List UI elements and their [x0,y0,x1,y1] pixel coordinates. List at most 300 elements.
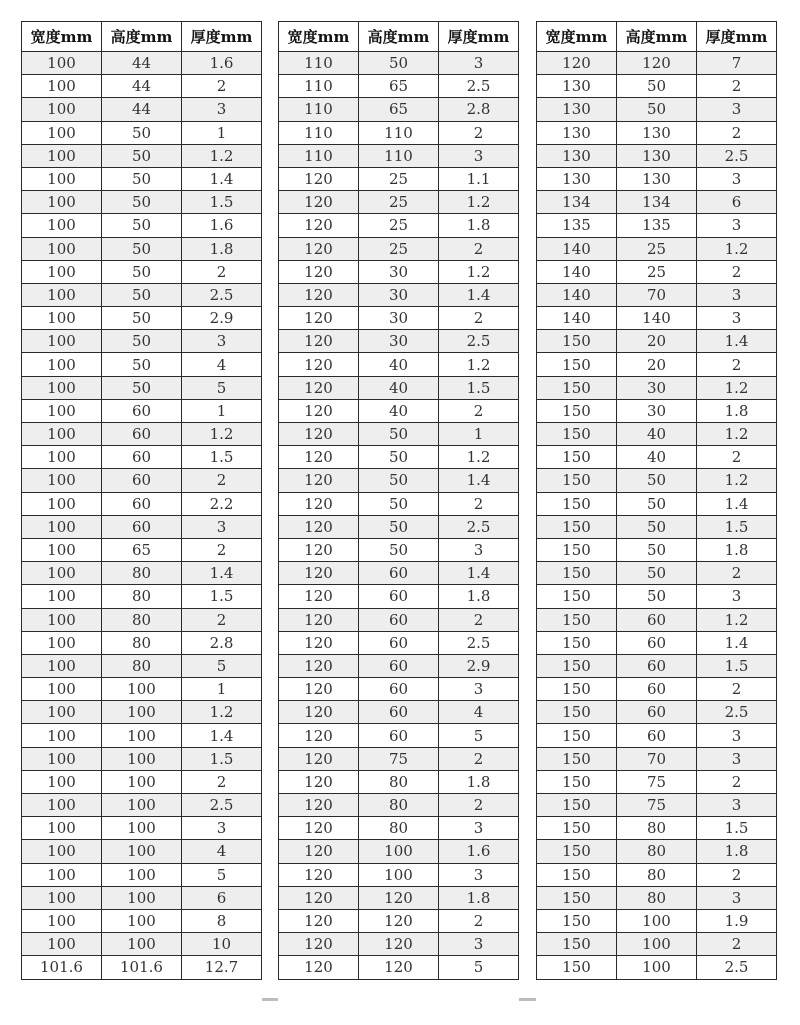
cell-width: 100 [22,469,102,492]
table-row [537,794,777,817]
table-row [537,515,777,538]
cell-thickness: 1.2 [182,701,262,724]
cell-thickness: 1 [182,399,262,422]
cell-height: 50 [359,515,439,538]
cell-thickness: 4 [182,840,262,863]
cell-thickness: 10 [182,933,262,956]
cell-thickness: 2.5 [697,144,777,167]
table-row [537,75,777,98]
cell-width: 110 [279,98,359,121]
cell-height: 100 [102,770,182,793]
table-row [22,191,262,214]
cell-thickness: 1.2 [439,446,519,469]
cell-thickness: 2 [439,492,519,515]
cell-height: 134 [617,191,697,214]
cell-height: 120 [617,52,697,75]
cell-thickness: 4 [182,353,262,376]
table-row [22,376,262,399]
table-row [537,747,777,770]
cell-height: 120 [359,933,439,956]
cell-width: 150 [537,492,617,515]
cell-thickness: 1.2 [697,469,777,492]
cell-thickness: 6 [697,191,777,214]
table-row [22,446,262,469]
cell-width: 120 [279,631,359,654]
cell-height: 50 [617,538,697,561]
cell-height: 130 [617,144,697,167]
cell-height: 100 [359,840,439,863]
cell-height: 100 [102,794,182,817]
cell-height: 50 [359,469,439,492]
cell-width: 100 [22,654,102,677]
cell-height: 101.6 [102,956,182,979]
cell-height: 110 [359,144,439,167]
cell-width: 120 [279,307,359,330]
cell-thickness: 1.4 [439,469,519,492]
table-row [279,817,519,840]
table-row [279,770,519,793]
cell-width: 100 [22,98,102,121]
cell-width: 101.6 [22,956,102,979]
table-row [279,909,519,932]
table-row [279,585,519,608]
cell-width: 120 [279,260,359,283]
cell-thickness: 3 [439,933,519,956]
cell-height: 60 [359,654,439,677]
cell-height: 135 [617,214,697,237]
cell-thickness: 2 [182,608,262,631]
cell-height: 75 [359,747,439,770]
cell-width: 150 [537,538,617,561]
cell-width: 120 [279,701,359,724]
table-row [22,933,262,956]
cell-height: 50 [359,52,439,75]
cell-height: 60 [359,608,439,631]
cell-height: 25 [359,237,439,260]
table-row [279,724,519,747]
table-row [537,353,777,376]
cell-thickness: 1 [182,678,262,701]
cell-width: 130 [537,167,617,190]
header-thickness: 厚度mm [697,22,777,52]
cell-width: 150 [537,863,617,886]
table-row [22,423,262,446]
cell-thickness: 1.8 [697,399,777,422]
table-row [537,237,777,260]
cell-width: 100 [22,840,102,863]
cell-thickness: 3 [697,724,777,747]
cell-width: 150 [537,654,617,677]
table-row [279,52,519,75]
size-table-3 [536,21,777,980]
table-row [279,75,519,98]
table-row [22,654,262,677]
cell-width: 120 [279,492,359,515]
cell-width: 100 [22,399,102,422]
table-row [22,817,262,840]
cell-height: 60 [617,701,697,724]
cell-thickness: 1.5 [182,446,262,469]
cell-height: 60 [102,492,182,515]
cell-width: 100 [22,515,102,538]
table-row [537,678,777,701]
cell-height: 60 [102,446,182,469]
table-row [537,701,777,724]
cell-width: 120 [279,376,359,399]
cell-height: 50 [102,376,182,399]
cell-height: 50 [617,98,697,121]
cell-width: 120 [279,353,359,376]
cell-height: 40 [359,353,439,376]
table-row [537,423,777,446]
cell-height: 100 [102,678,182,701]
cell-height: 60 [359,585,439,608]
table-row [537,933,777,956]
table-row [279,167,519,190]
table-row [279,678,519,701]
cell-thickness: 1.4 [697,631,777,654]
cell-thickness: 1.5 [697,654,777,677]
cell-width: 135 [537,214,617,237]
cell-thickness: 1.5 [182,747,262,770]
table-row [22,260,262,283]
table-gap-divider [519,998,536,1001]
table-row [279,446,519,469]
cell-height: 130 [617,167,697,190]
cell-height: 60 [617,678,697,701]
table-row [537,144,777,167]
cell-thickness: 1.4 [182,724,262,747]
table-row [22,886,262,909]
cell-width: 100 [22,121,102,144]
table-row [279,98,519,121]
cell-thickness: 5 [182,654,262,677]
cell-thickness: 3 [439,863,519,886]
cell-width: 120 [279,794,359,817]
table-row [537,608,777,631]
cell-thickness: 3 [697,167,777,190]
cell-width: 150 [537,909,617,932]
cell-width: 120 [279,237,359,260]
cell-thickness: 2.5 [182,283,262,306]
cell-thickness: 1 [439,423,519,446]
cell-height: 50 [102,214,182,237]
cell-thickness: 2 [439,399,519,422]
table-row [22,214,262,237]
cell-thickness: 2 [439,909,519,932]
cell-height: 25 [359,214,439,237]
cell-height: 75 [617,770,697,793]
cell-thickness: 1.4 [439,283,519,306]
cell-height: 100 [102,747,182,770]
cell-width: 100 [22,747,102,770]
cell-height: 30 [359,307,439,330]
cell-height: 65 [102,538,182,561]
cell-width: 150 [537,817,617,840]
cell-width: 150 [537,515,617,538]
cell-width: 150 [537,701,617,724]
cell-height: 25 [359,191,439,214]
cell-height: 120 [359,956,439,979]
cell-height: 40 [359,399,439,422]
cell-width: 150 [537,446,617,469]
cell-thickness: 1 [182,121,262,144]
table-row [537,886,777,909]
cell-thickness: 3 [697,98,777,121]
header-width: 宽度mm [537,22,617,52]
cell-width: 150 [537,376,617,399]
cell-height: 80 [359,770,439,793]
cell-height: 25 [359,167,439,190]
table-row [279,562,519,585]
table-row [22,747,262,770]
header-width: 宽度mm [22,22,102,52]
cell-thickness: 2 [182,770,262,793]
cell-width: 130 [537,75,617,98]
cell-thickness: 3 [439,538,519,561]
cell-width: 150 [537,840,617,863]
table-row [537,121,777,144]
cell-thickness: 5 [439,724,519,747]
cell-width: 100 [22,52,102,75]
cell-thickness: 1.4 [697,330,777,353]
table-gap-divider [262,998,278,1001]
cell-width: 120 [279,956,359,979]
cell-thickness: 1.8 [697,840,777,863]
table-row [22,585,262,608]
cell-height: 44 [102,75,182,98]
cell-width: 100 [22,886,102,909]
cell-thickness: 2 [697,75,777,98]
cell-width: 150 [537,956,617,979]
cell-thickness: 2.5 [439,631,519,654]
cell-width: 120 [279,283,359,306]
cell-height: 75 [617,794,697,817]
table-row [22,75,262,98]
cell-thickness: 3 [697,214,777,237]
cell-thickness: 8 [182,909,262,932]
cell-height: 80 [617,863,697,886]
cell-thickness: 2.5 [697,956,777,979]
cell-width: 110 [279,144,359,167]
cell-thickness: 1.8 [439,585,519,608]
cell-height: 100 [102,701,182,724]
cell-width: 120 [279,863,359,886]
cell-width: 130 [537,121,617,144]
cell-thickness: 2 [439,794,519,817]
cell-width: 100 [22,933,102,956]
table-row [22,678,262,701]
cell-height: 30 [617,399,697,422]
table-row [279,863,519,886]
cell-thickness: 2 [697,446,777,469]
table-row [279,260,519,283]
table-row [22,353,262,376]
cell-height: 50 [102,167,182,190]
cell-thickness: 2.8 [439,98,519,121]
cell-thickness: 1.5 [182,191,262,214]
cell-height: 60 [102,423,182,446]
size-table-1 [21,21,262,980]
cell-width: 120 [537,52,617,75]
cell-height: 50 [359,423,439,446]
cell-thickness: 1.4 [439,562,519,585]
cell-thickness: 3 [439,678,519,701]
cell-height: 25 [617,260,697,283]
cell-thickness: 2 [697,260,777,283]
cell-width: 150 [537,933,617,956]
cell-height: 60 [617,724,697,747]
cell-height: 50 [102,121,182,144]
cell-thickness: 2.9 [439,654,519,677]
cell-width: 120 [279,724,359,747]
cell-height: 50 [102,353,182,376]
table-row [279,330,519,353]
cell-width: 150 [537,562,617,585]
cell-width: 120 [279,886,359,909]
cell-width: 150 [537,724,617,747]
cell-height: 60 [617,654,697,677]
table-row [537,191,777,214]
cell-height: 20 [617,353,697,376]
cell-width: 120 [279,191,359,214]
cell-height: 140 [617,307,697,330]
table-row [22,121,262,144]
cell-thickness: 2 [439,608,519,631]
cell-width: 130 [537,98,617,121]
cell-thickness: 1.2 [439,260,519,283]
cell-thickness: 2 [439,307,519,330]
header-thickness: 厚度mm [182,22,262,52]
table-row [537,52,777,75]
cell-thickness: 1.2 [182,423,262,446]
cell-thickness: 1.2 [439,191,519,214]
table-row [537,98,777,121]
cell-thickness: 3 [182,817,262,840]
table-row [22,237,262,260]
cell-width: 140 [537,237,617,260]
cell-thickness: 2.5 [439,515,519,538]
cell-thickness: 2 [697,863,777,886]
cell-width: 150 [537,678,617,701]
cell-width: 100 [22,330,102,353]
header-height: 高度mm [102,22,182,52]
cell-height: 50 [617,492,697,515]
cell-thickness: 2 [439,237,519,260]
table-row [537,214,777,237]
table-row [537,376,777,399]
cell-height: 65 [359,98,439,121]
cell-width: 100 [22,701,102,724]
table-row [22,167,262,190]
cell-thickness: 1.2 [697,608,777,631]
cell-width: 150 [537,747,617,770]
cell-thickness: 1.8 [439,214,519,237]
cell-thickness: 1.8 [439,770,519,793]
cell-thickness: 3 [697,307,777,330]
cell-width: 100 [22,492,102,515]
cell-height: 80 [102,631,182,654]
cell-thickness: 2 [697,121,777,144]
cell-height: 80 [359,817,439,840]
cell-thickness: 3 [182,98,262,121]
table-row [537,492,777,515]
cell-width: 120 [279,446,359,469]
cell-height: 30 [359,260,439,283]
cell-width: 120 [279,538,359,561]
cell-height: 44 [102,52,182,75]
cell-height: 50 [359,446,439,469]
cell-thickness: 1.2 [182,144,262,167]
cell-width: 120 [279,214,359,237]
cell-thickness: 3 [697,886,777,909]
table-row [537,909,777,932]
cell-width: 100 [22,307,102,330]
cell-height: 50 [102,307,182,330]
cell-height: 50 [102,237,182,260]
table-row [537,399,777,422]
table-row [279,631,519,654]
table-row [279,191,519,214]
table-row [537,585,777,608]
cell-height: 30 [359,330,439,353]
cell-width: 150 [537,886,617,909]
table-row [537,167,777,190]
table-row [22,144,262,167]
cell-width: 100 [22,863,102,886]
table-row [279,423,519,446]
cell-width: 120 [279,423,359,446]
cell-width: 100 [22,562,102,585]
header-thickness: 厚度mm [439,22,519,52]
cell-width: 120 [279,840,359,863]
cell-height: 80 [102,654,182,677]
table-row [279,399,519,422]
cell-thickness: 2.5 [697,701,777,724]
cell-thickness: 2.5 [439,75,519,98]
cell-width: 100 [22,446,102,469]
cell-height: 30 [617,376,697,399]
cell-width: 120 [279,399,359,422]
table-row [22,631,262,654]
table-row [22,515,262,538]
cell-width: 134 [537,191,617,214]
table-row [22,98,262,121]
table-row [22,52,262,75]
cell-height: 100 [102,886,182,909]
cell-width: 120 [279,469,359,492]
table-row [22,840,262,863]
cell-thickness: 5 [182,863,262,886]
table-row [537,283,777,306]
cell-width: 150 [537,423,617,446]
cell-thickness: 2 [697,933,777,956]
cell-thickness: 5 [182,376,262,399]
cell-thickness: 3 [697,794,777,817]
cell-height: 50 [102,144,182,167]
cell-thickness: 1.2 [697,423,777,446]
cell-width: 100 [22,585,102,608]
cell-height: 40 [617,446,697,469]
header-row [22,22,262,52]
cell-width: 150 [537,330,617,353]
table-row [279,538,519,561]
cell-width: 100 [22,909,102,932]
table-row [537,724,777,747]
table-row [22,863,262,886]
cell-width: 150 [537,353,617,376]
cell-thickness: 4 [439,701,519,724]
